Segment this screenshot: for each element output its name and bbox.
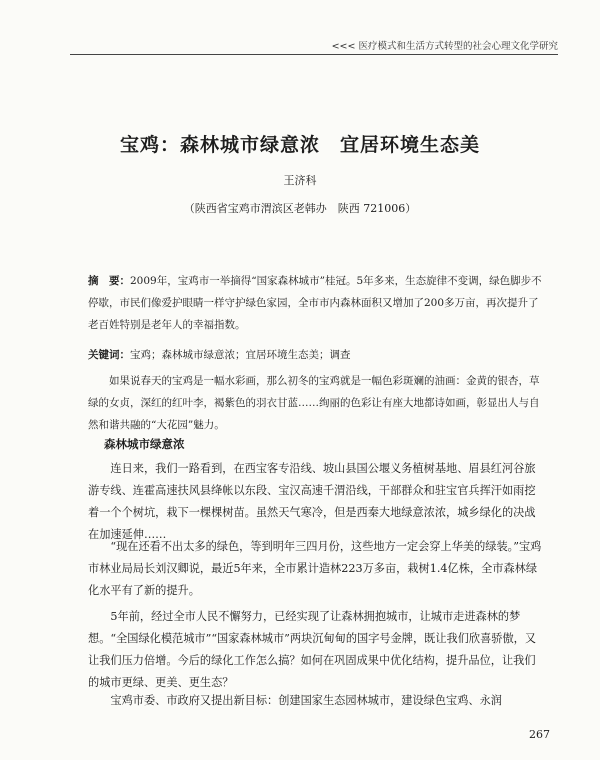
header-rule: [70, 54, 558, 55]
keywords-label: 关键词：: [88, 349, 130, 361]
author-affiliation: （陕西省宝鸡市渭滨区老韩办 陕西 721006）: [183, 202, 417, 215]
section-heading: 森林城市绿意浓: [104, 437, 185, 451]
intro-paragraph: 如果说春天的宝鸡是一幅水彩画，那么初冬的宝鸡就是一幅色彩斑斓的油画：金黄的银杏，草绿的女贞，深红的红叶李，褐紫色的羽衣甘蓝……绚丽的色彩让有座大地都诗如画，彰显出人与自然和谐共融的“大花园”魅力。: [88, 375, 540, 431]
body-paragraph: 宝鸡市委、市政府又提出新目标：创建国家生态园林城市，建设绿色宝鸡、永润: [110, 694, 502, 707]
body-paragraph: 连日来，我们一路看到，在西宝客专沿线、坡山县国公堰义务植树基地、眉县红河谷旅游专线、连霍高速扶风县绛帐以东段、宝汉高速千渭沿线，干部群众和驻宝官兵挥汗如雨挖着一个个树坑，栽下一棵棵树苗。虽然天气寒冷，但是西秦大地绿意浓浓，城乡绿化的决战在加速延伸……: [88, 462, 536, 541]
page-number: 267: [529, 728, 550, 741]
author-name: 王济科: [283, 174, 317, 187]
article-title: 宝鸡：森林城市绿意浓 宜居环境生态美: [119, 134, 480, 156]
running-head: <<< 医疗模式和生活方式转型的社会心理文化学研究: [331, 41, 558, 52]
body-paragraph: “现在还看不出太多的绿色，等到明年三四月份，这些地方一定会穿上华美的绿装。”宝鸡市林业局局长刘汉卿说，最近5年来，全市累计造林223万多亩，栽树1.4亿株，全市森林绿化水平有了新的提升。: [88, 540, 542, 597]
abstract: [88, 270, 546, 336]
keywords: [88, 344, 546, 366]
abstract-label: 摘 要：: [88, 275, 130, 287]
body-paragraph: 5年前，经过全市人民不懈努力，已经实现了让森林拥抱城市，让城市走进森林的梦想。“全国绿化模范城市”“国家森林城市”两块沉甸甸的国字号金牌，既让我们欣喜骄傲，又让我们压力倍增。今后的绿化工作怎么搞？如何在巩固成果中优化结构，提升品位，让我们的城市更绿、更美、更生态？: [88, 610, 537, 689]
keywords-text: 宝鸡；森林城市绿意浓；宜居环境生态美；调查: [130, 349, 351, 361]
abstract-text: 2009年，宝鸡市一举摘得“国家森林城市”桂冠。5年多来，生态旋律不变调，绿色脚步不停歇，市民们像爱护眼睛一样守护绿色家园，全市市内森林面积又增加了200多万亩，再次提升了老百姓特别是老年人的幸福指数。: [88, 275, 542, 331]
